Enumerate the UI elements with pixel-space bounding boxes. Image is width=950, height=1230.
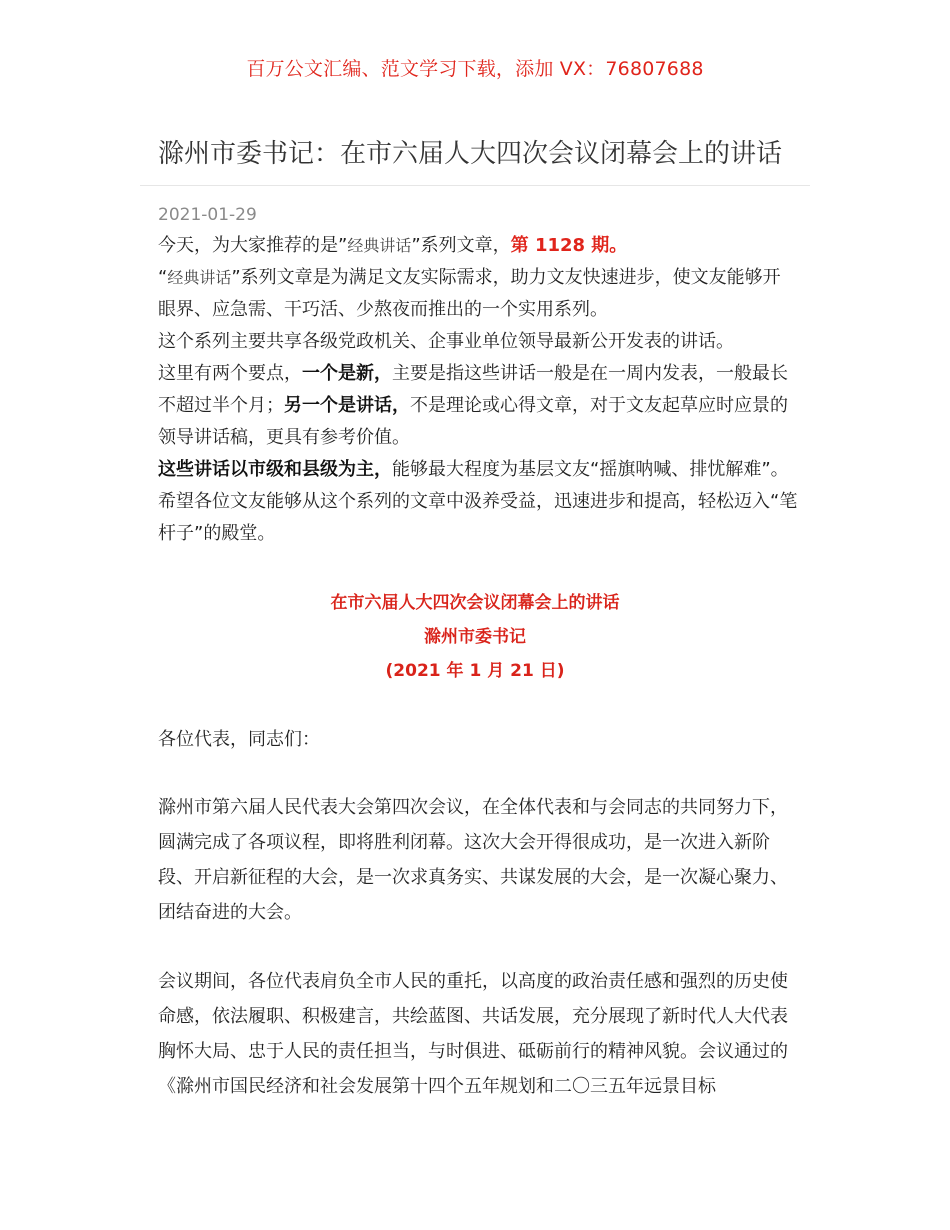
speech-heading: 在市六届人大四次会议闭幕会上的讲话: [330, 593, 620, 613]
intro-line-1: 今天，为大家推荐的是”经典讲话”系列文章，第 1128 期。: [158, 235, 628, 256]
speech-paragraph-1: 滁州市第六届人民代表大会第四次会议，在全体代表和与会同志的共同努力下，圆满完成了各项议程，即将胜利闭幕。这次大会开得很成功，是一次进入新阶段、开启新征程的大会，是一次求真务实、共谋发展的大会，是一次凝心聚力、团结奋进的大会。: [158, 797, 788, 923]
intro-paragraph-3: 这个系列主要共享各级党政机关、企事业单位领导最新公开发表的讲话。: [158, 331, 734, 352]
series-name-2: 经典讲话: [167, 268, 232, 287]
speech-greeting: 各位代表，同志们：: [158, 729, 320, 750]
focus-statement: 这些讲话以市级和县级为主，: [158, 459, 392, 480]
intro-section: [158, 230, 798, 550]
intro-paragraph-5: 这些讲话以市级和县级为主，能够最大程度为基层文友“摇旗呐喊、排忧解难”。希望各位文友能够从这个系列的文章中汲养受益，迅速进步和提高，轻松迈入“笔杆子”的殿堂。: [158, 459, 798, 544]
intro-paragraph-2: “经典讲话”系列文章是为满足文友实际需求，助力文友快速进步，使文友能够开眼界、应急需、干巧活、少熬夜而推出的一个实用系列。: [158, 267, 781, 320]
issue-number: 第 1128 期。: [510, 235, 628, 256]
key-point-1: 一个是新，: [302, 363, 392, 384]
publish-date: 2021-01-29: [158, 205, 257, 225]
intro-paragraph-4: 这里有两个要点，一个是新，主要是指这些讲话一般是在一周内发表，一般最长不超过半个月；另一个是讲话，不是理论或心得文章，对于文友起草应时应景的领导讲话稿，更具有参考价值。: [158, 363, 788, 448]
promo-banner: 百万公文汇编、范文学习下载，添加 VX：76807688: [246, 58, 704, 80]
speech-header: [0, 586, 950, 688]
article-title: 滁州市委书记：在市六届人大四次会议闭幕会上的讲话: [158, 139, 783, 169]
series-name: 经典讲话: [347, 236, 412, 255]
speech-speaker: 滁州市委书记: [424, 627, 526, 647]
key-point-2: 另一个是讲话，: [284, 395, 410, 416]
title-divider: [140, 185, 810, 186]
speech-paragraph-2: 会议期间，各位代表肩负全市人民的重托，以高度的政治责任感和强烈的历史使命感，依法履职、积极建言，共绘蓝图、共话发展，充分展现了新时代人大代表胸怀大局、忠于人民的责任担当，与时俱进、砥砺前行的精神风貌。会议通过的《滁州市国民经济和社会发展第十四个五年规划和二〇三五年远景目标: [158, 971, 788, 1097]
speech-date: (2021 年 1 月 21 日): [385, 661, 565, 681]
